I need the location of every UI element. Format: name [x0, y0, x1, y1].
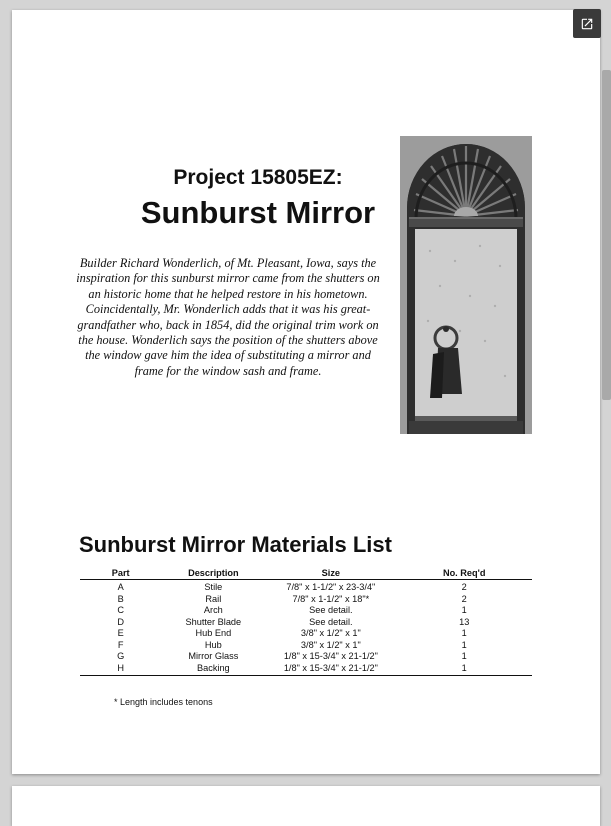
intro-paragraph: Builder Richard Wonderlich, of Mt. Pleasant, Iowa, says the inspiration for this sunburst mirror came from the shutters on an historic home that he helped restore in his hometown. Coincidentally, Mr. Wonderlich adds that it was his great-grandfather who, back in 1854, did the original trim work on the house. Wonderlich says the position of the shutters above the window gave him the idea of substituting a mirror and frame for the window sash and frame.: [76, 256, 380, 378]
qty-cell: 1: [461, 628, 467, 638]
table-row: [80, 594, 532, 606]
size-cell: 1/8" x 15-3/4" x 21-1/2": [265, 663, 396, 676]
size-cell: 7/8" x 1-1/2" x 18"*: [292, 593, 370, 604]
table-row: [80, 628, 532, 640]
qty-cell: 13: [459, 616, 470, 627]
table-row: [80, 580, 532, 594]
col-header-description: Description: [161, 565, 265, 580]
qty-cell: 2: [461, 593, 467, 604]
qty-cell: 1: [461, 651, 467, 661]
part-cell: C: [117, 605, 124, 615]
table-row: [80, 651, 532, 663]
part-cell: D: [117, 616, 124, 627]
next-page-preview: [12, 786, 600, 826]
table-row: [80, 605, 532, 617]
table-header-row: [80, 565, 532, 580]
part-cell: G: [117, 651, 125, 661]
col-header-size: Size: [265, 565, 396, 580]
materials-footnote: * Length includes tenons: [114, 697, 213, 707]
col-header-qty: No. Req'd: [396, 565, 532, 580]
size-cell: 3/8" x 1/2" x 1": [300, 639, 361, 650]
project-number: Project 15805EZ:: [173, 166, 343, 189]
size-cell: See detail.: [309, 605, 353, 615]
description-cell: Rail: [205, 593, 222, 604]
qty-cell: 1: [396, 663, 532, 676]
table-row: [80, 663, 532, 676]
description-cell: Mirror Glass: [188, 651, 239, 661]
size-cell: See detail.: [309, 616, 353, 627]
description-cell: Shutter Blade: [185, 616, 242, 627]
qty-cell: 1: [461, 639, 467, 650]
part-cell: B: [117, 593, 124, 604]
part-cell: F: [117, 639, 124, 650]
size-cell: 1/8" x 15-3/4" x 21-1/2": [283, 651, 378, 661]
open-in-new-icon: [580, 17, 594, 31]
size-cell: 7/8" x 1-1/2" x 23-3/4": [286, 582, 376, 592]
qty-cell: 2: [461, 582, 467, 592]
page-title: Sunburst Mirror: [140, 195, 376, 230]
size-cell: 3/8" x 1/2" x 1": [300, 628, 361, 638]
description-cell: Backing: [161, 663, 265, 676]
part-cell: E: [117, 628, 124, 638]
materials-list-title: Sunburst Mirror Materials List: [79, 532, 392, 557]
qty-cell: 1: [461, 605, 467, 615]
table-row: [80, 617, 532, 629]
description-cell: Stile: [204, 582, 223, 592]
mirror-photo: [400, 136, 532, 434]
description-cell: Hub End: [195, 628, 232, 638]
materials-table: [80, 565, 532, 676]
description-cell: Hub: [204, 639, 222, 650]
part-cell: A: [117, 582, 124, 592]
table-row: [80, 640, 532, 652]
part-cell: H: [80, 663, 161, 676]
open-in-new-button[interactable]: [573, 9, 601, 38]
description-cell: Arch: [203, 605, 223, 615]
scrollbar[interactable]: [602, 70, 611, 400]
col-header-part: Part: [80, 565, 161, 580]
